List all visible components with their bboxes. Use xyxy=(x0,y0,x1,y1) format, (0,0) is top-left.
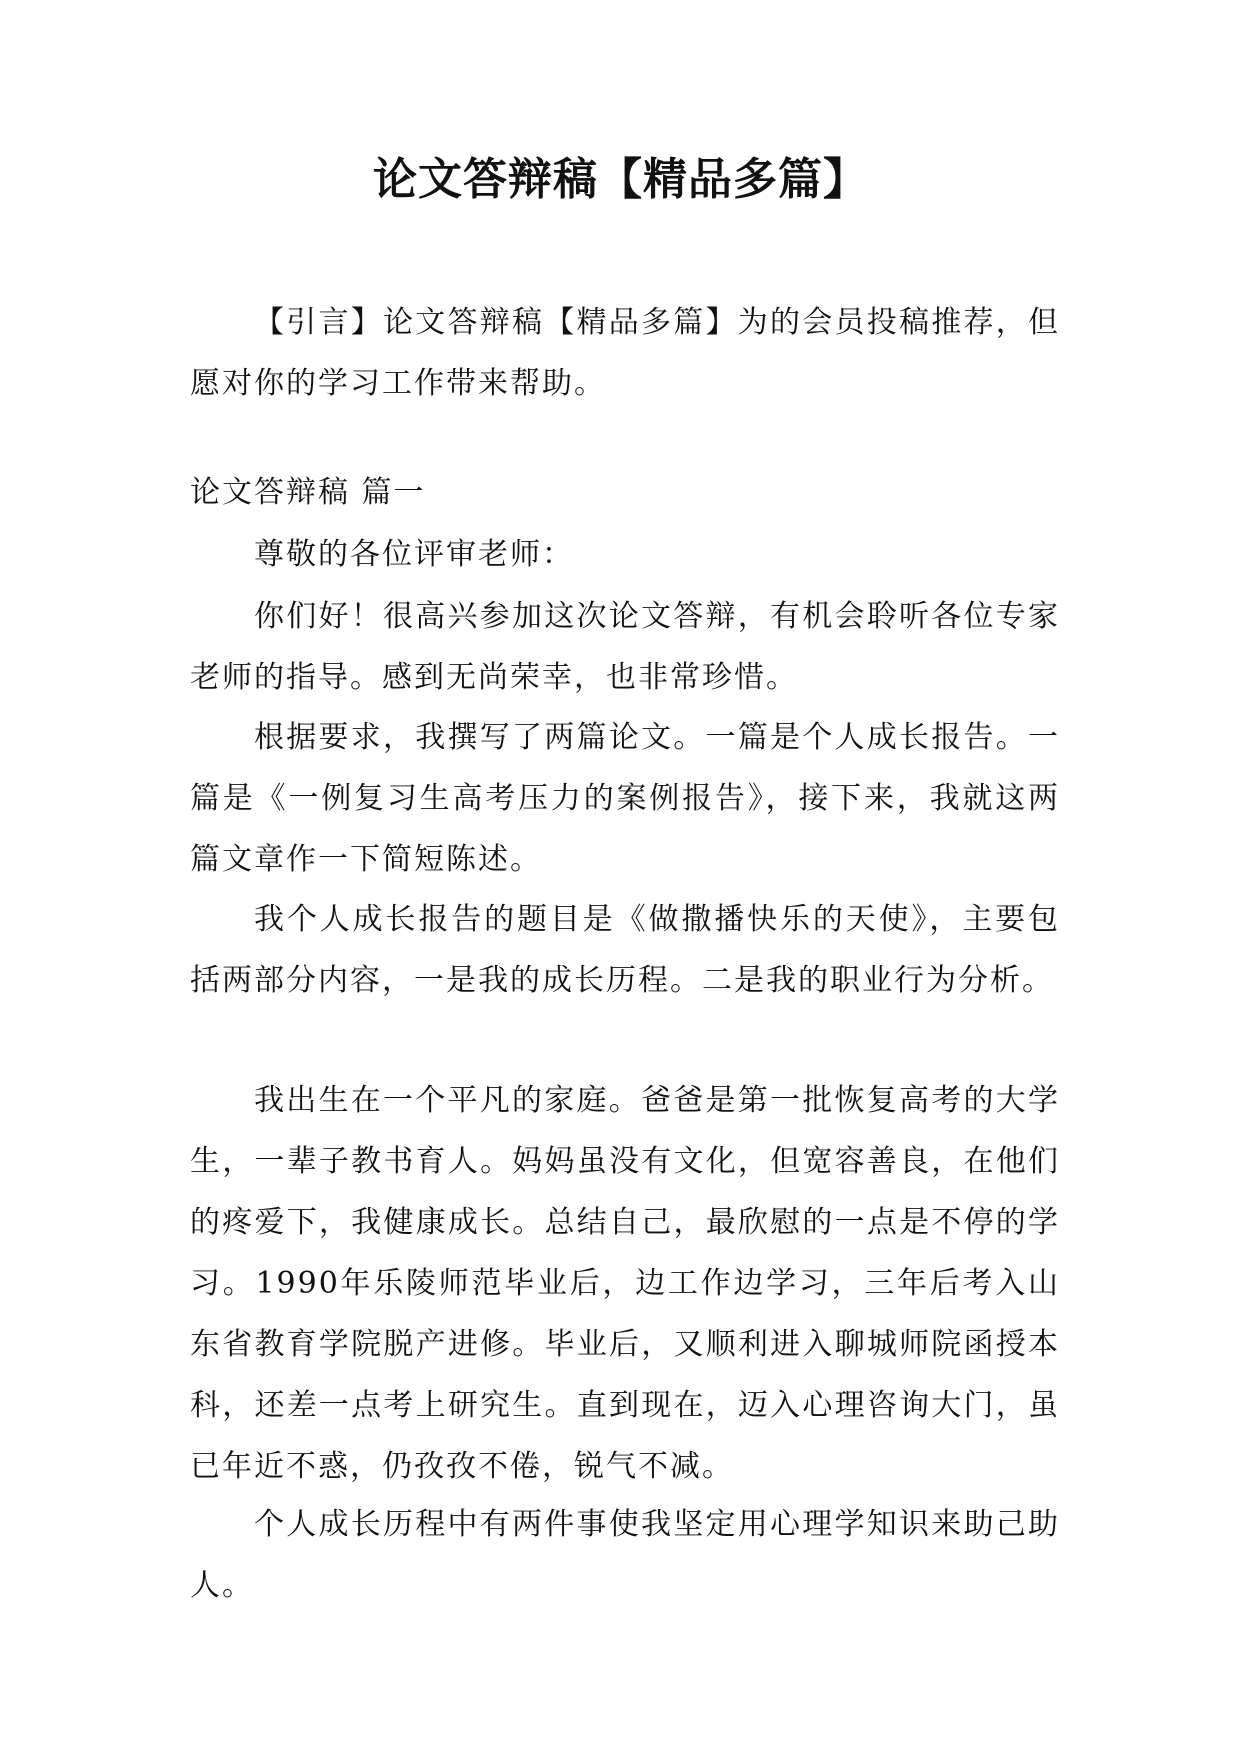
section-heading: 论文答辩稿 篇一 xyxy=(190,475,426,510)
body-paragraph: 我个人成长报告的题目是《做撒播快乐的天使》，主要包括两部分内容，一是我的成长历程。二是我的职业行为分析。 xyxy=(190,902,1060,998)
salutation-paragraph: 尊敬的各位评审老师： xyxy=(254,537,574,572)
body-paragraph: 我出生在一个平凡的家庭。爸爸是第一批恢复高考的大学生，一辈子教书育人。妈妈虽没有文化，但宽容善良，在他们的疼爱下，我健康成长。总结自己，最欣慰的一点是不停的学习。1990年乐陵师范毕业后，边工作边学习，三年后考入山东省教育学院脱产进修。毕业后，又顺利进入聊城师院函授本科，还差一点考上研究生。直到现在，迈入心理咨询大门，虽已年近不惑，仍孜孜不倦，锐气不减。 xyxy=(190,1083,1060,1484)
body-paragraph: 根据要求，我撰写了两篇论文。一篇是个人成长报告。一篇是《一例复习生高考压力的案例报告》，接下来，我就这两篇文章作一下简短陈述。 xyxy=(190,720,1060,877)
document-title: 论文答辩稿【精品多篇】 xyxy=(373,154,868,205)
body-paragraph: 你们好！很高兴参加这次论文答辩，有机会聆听各位专家老师的指导。感到无尚荣幸，也非常珍惜。 xyxy=(190,599,1060,695)
body-paragraph: 个人成长历程中有两件事使我坚定用心理学知识来助己助人。 xyxy=(190,1507,1060,1603)
intro-paragraph: 【引言】论文答辩稿【精品多篇】为的会员投稿推荐，但愿对你的学习工作带来帮助。 xyxy=(190,305,1060,401)
